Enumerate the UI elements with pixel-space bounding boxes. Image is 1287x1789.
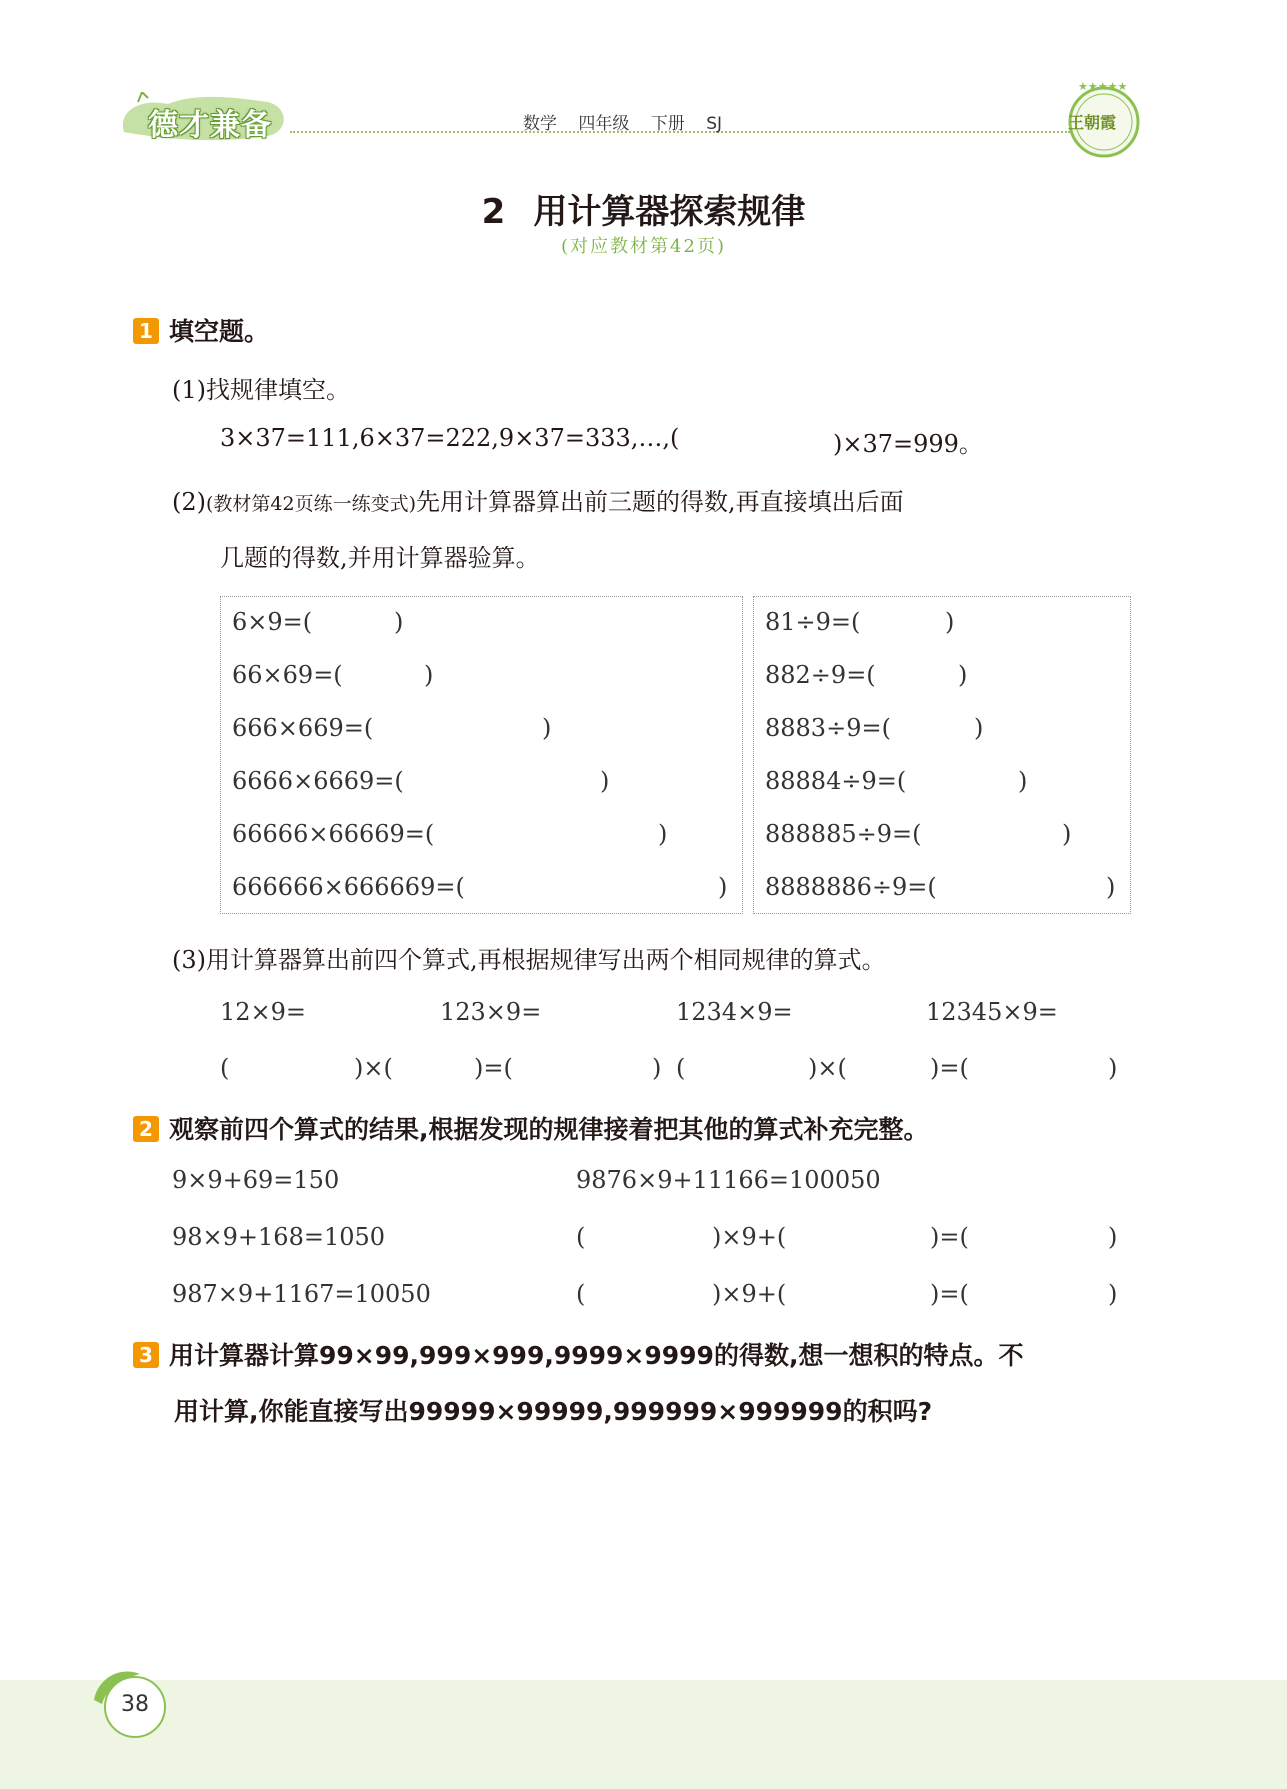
p3-blank-a-close: ) [652,1054,662,1082]
q1-number-badge: 1 [133,318,159,344]
right-eq-3: 8883÷9=( [765,714,891,742]
lesson-title [0,184,1287,233]
q1-part3-label: (3)用计算器算出前四个算式,再根据规律写出两个相同规律的算式。 [172,946,886,974]
page-number: 38 [121,1692,149,1717]
q1-part1-expr-a: 3×37=111,6×37=222,9×37=333,…,( [220,424,680,452]
seal-label: 王朝霞 [1068,113,1117,132]
p3-blank-b-open: ( [676,1054,686,1082]
q2-left-eq-2: 98×9+168=1050 [172,1223,386,1251]
right-eq-6-close: ) [1106,873,1116,901]
q2-blank-1-mid1: )×9+( [712,1223,787,1251]
left-eq-3-close: ) [542,714,552,742]
textbook-reference: (对应教材第42页) [561,236,726,257]
q2-blank-2-open: ( [576,1280,586,1308]
q3-line-1: 用计算器计算99×99,999×999,9999×9999的得数,想一想积的特点。不 [169,1341,1024,1370]
right-eq-5: 888885÷9=( [765,820,922,848]
q2-blank-2-close: ) [1108,1280,1118,1308]
p3-blank-b-mid2: )=( [930,1054,969,1082]
right-eq-6: 8888886÷9=( [765,873,937,901]
q2-blank-1-mid2: )=( [930,1223,969,1251]
subject: 数学 [523,114,557,134]
right-eq-3-close: ) [974,714,984,742]
lesson-number: 2 [481,192,506,232]
q1-part2-number: (2) [172,488,206,516]
grade: 四年级 [578,114,630,134]
svg-text:★★★★★: ★★★★★ [1078,80,1128,93]
q2-heading [133,1110,929,1146]
p3-expr-2: 123×9= [440,998,542,1026]
p3-blank-a-open: ( [220,1054,230,1082]
right-eq-2-close: ) [958,661,968,689]
right-eq-5-close: ) [1062,820,1072,848]
q2-blank-1-close: ) [1108,1223,1118,1251]
q1-part2-label [172,482,904,517]
left-eq-1-close: ) [394,608,404,636]
right-eq-4: 88884÷9=( [765,767,907,795]
left-eq-5-close: ) [658,820,668,848]
q3-heading [133,1336,1023,1372]
right-eq-2: 882÷9=( [765,661,876,689]
q2-left-eq-3: 987×9+1167=10050 [172,1280,431,1308]
left-eq-3: 666×669=( [232,714,374,742]
q2-blank-2-mid1: )×9+( [712,1280,787,1308]
right-eq-1: 81÷9=( [765,608,861,636]
q1-part1-label: (1)找规律填空。 [172,376,350,404]
q1-heading [133,312,269,348]
q1-title: 填空题。 [169,317,270,346]
q1-right-box [753,596,1131,914]
p3-expr-1: 12×9= [220,998,307,1026]
q1-part2-note: (教材第42页练一练变式) [206,493,417,515]
left-eq-6: 666666×666669=( [232,873,465,901]
q2-left-eq-1: 9×9+69=150 [172,1166,340,1194]
right-eq-1-close: ) [945,608,955,636]
left-eq-4: 6666×6669=( [232,767,404,795]
p3-blank-b-mid1: )×( [808,1054,847,1082]
right-eq-4-close: ) [1018,767,1028,795]
footer-band [0,1680,1287,1789]
book-info [523,109,738,134]
left-eq-1: 6×9=( [232,608,313,636]
q2-right-eq-1: 9876×9+11166=100050 [576,1166,881,1194]
left-eq-6-close: ) [718,873,728,901]
q2-title: 观察前四个算式的结果,根据发现的规律接着把其他的算式补充完整。 [169,1115,929,1144]
lesson-name: 用计算器探索规律 [533,192,806,232]
brand-logo-text: 德才兼备 [148,108,272,143]
p3-blank-b-close: ) [1108,1054,1118,1082]
q2-blank-1-open: ( [576,1223,586,1251]
left-eq-2: 66×69=( [232,661,343,689]
q2-blank-2-mid2: )=( [930,1280,969,1308]
left-eq-5: 66666×66669=( [232,820,435,848]
volume: 下册 [650,114,685,134]
edition: SJ [706,114,723,134]
q1-part1-expr-b: )×37=999。 [833,430,983,458]
p3-expr-3: 1234×9= [676,998,793,1026]
q1-left-box [220,596,743,914]
q1-part2-text: 先用计算器算出前三题的得数,再直接填出后面 [416,488,904,516]
p3-expr-4: 12345×9= [926,998,1058,1026]
q3-number-badge: 3 [133,1342,159,1368]
p3-blank-a-mid2: )=( [474,1054,513,1082]
q1-part2-text2: 几题的得数,并用计算器验算。 [220,544,540,572]
left-eq-2-close: ) [424,661,434,689]
p3-blank-a-mid1: )×( [354,1054,393,1082]
left-eq-4-close: ) [600,767,610,795]
q2-number-badge: 2 [133,1116,159,1142]
q3-line-2: 用计算,你能直接写出99999×99999,999999×999999的积吗? [174,1397,933,1426]
